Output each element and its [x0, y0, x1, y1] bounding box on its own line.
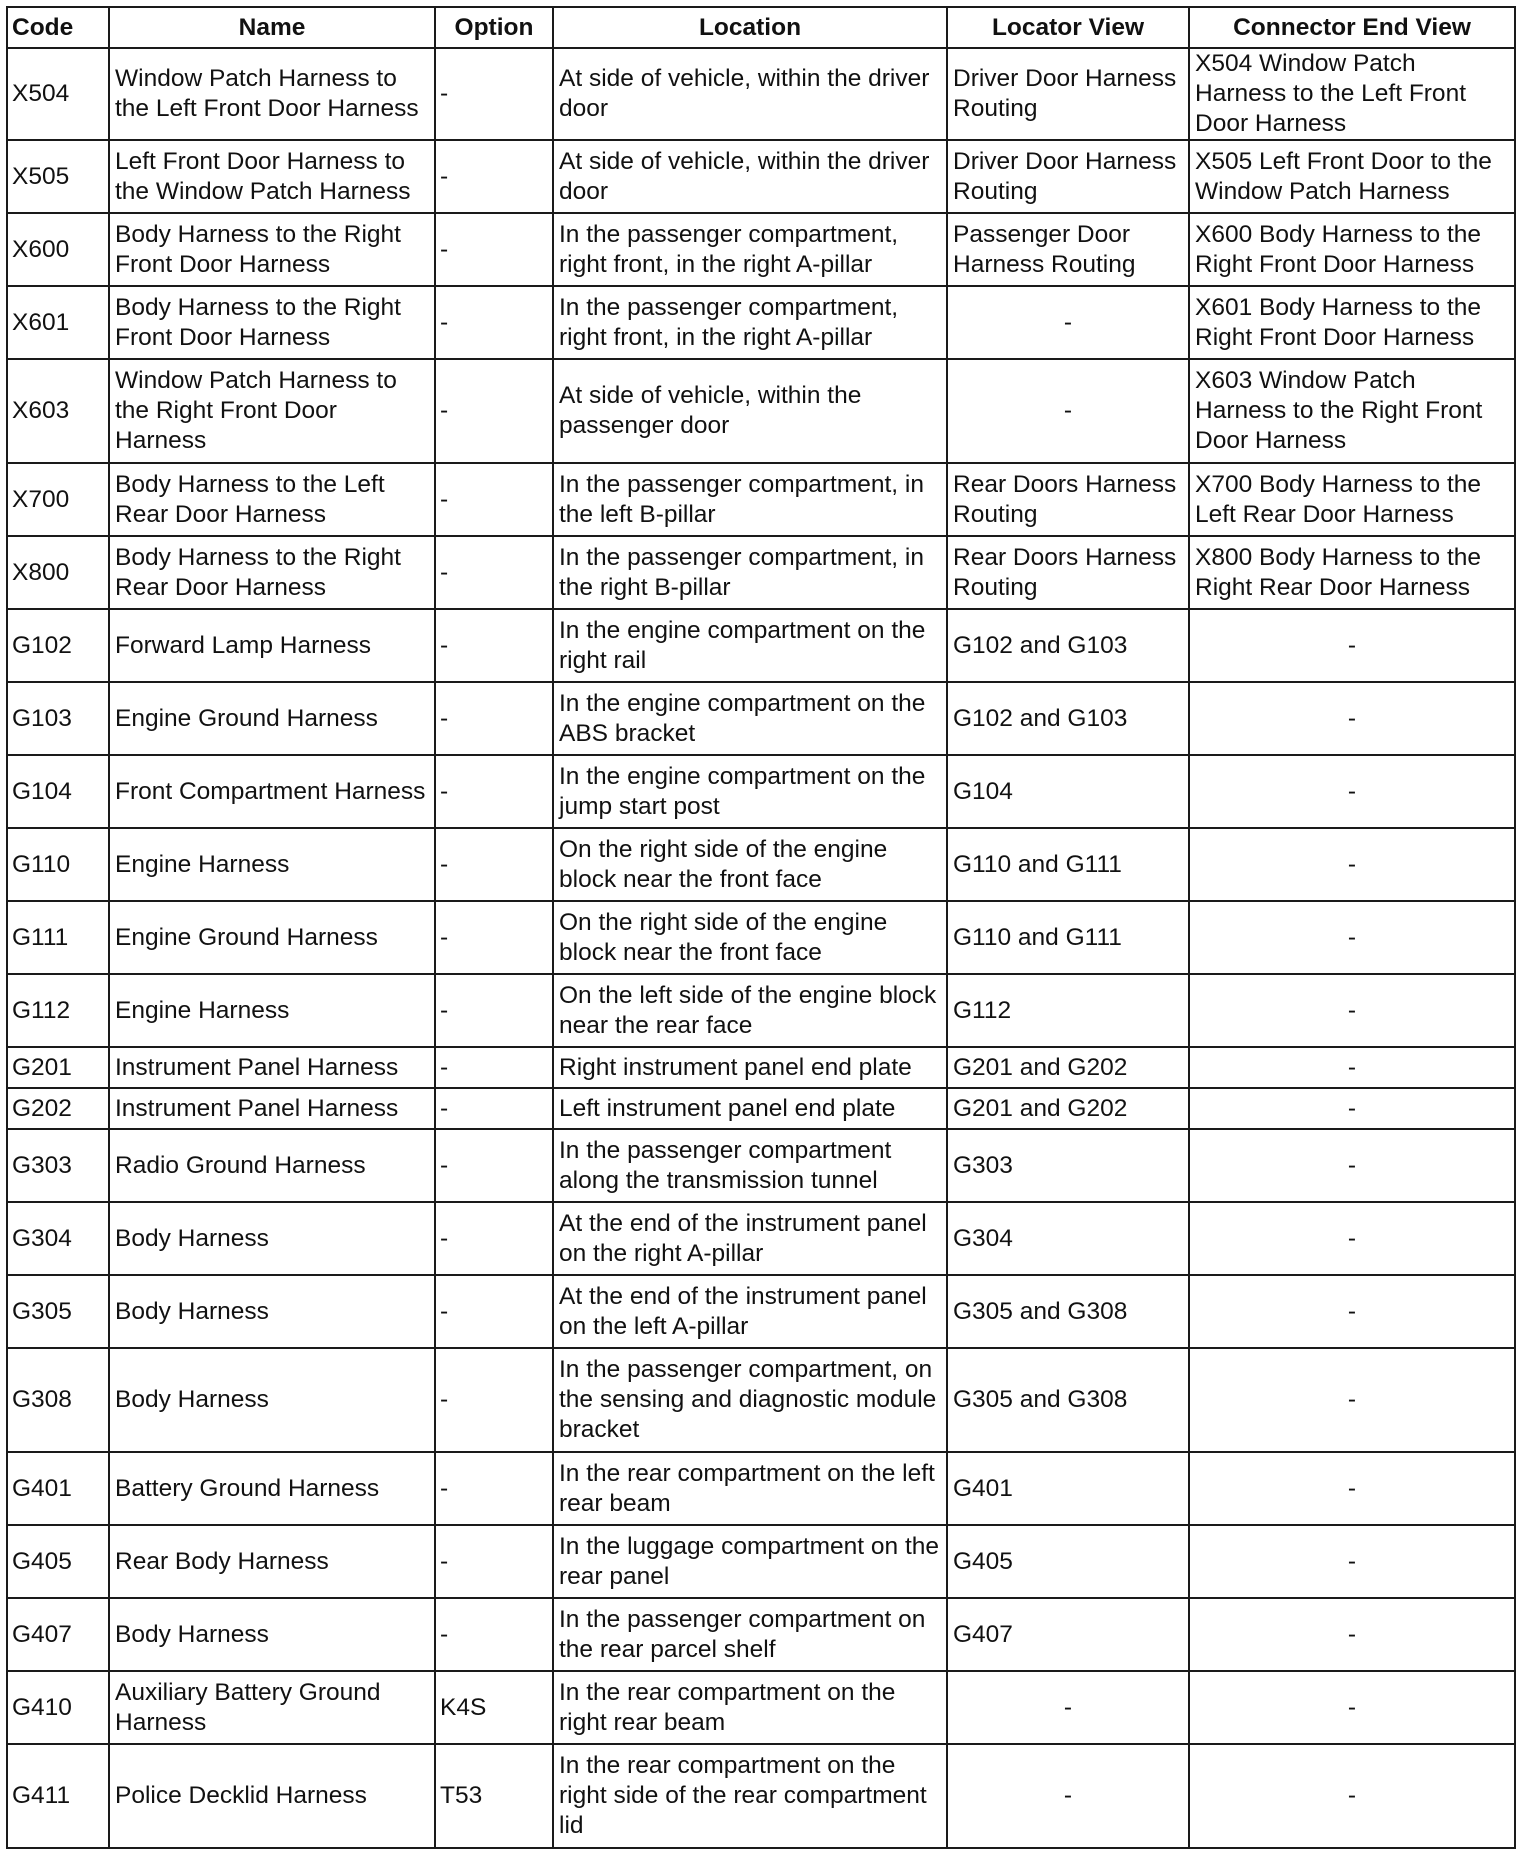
cell-option: - — [435, 1202, 553, 1275]
cell-connector-end-view: - — [1189, 682, 1515, 755]
table-row — [7, 1202, 1515, 1275]
cell-connector-end-view: - — [1189, 1088, 1515, 1129]
table-row — [7, 974, 1515, 1047]
cell-option: - — [435, 901, 553, 974]
cell-locator-view: G407 — [947, 1598, 1189, 1671]
cell-option: - — [435, 1598, 553, 1671]
cell-option: - — [435, 682, 553, 755]
table-row — [7, 1744, 1515, 1848]
cell-code: G410 — [7, 1671, 109, 1744]
cell-code: X800 — [7, 536, 109, 609]
cell-name: Body Harness to the Left Rear Door Harness — [109, 463, 435, 536]
table-row — [7, 213, 1515, 286]
cell-option: - — [435, 755, 553, 828]
cell-location: In the passenger compartment, in the left B-pillar — [553, 463, 947, 536]
cell-option: - — [435, 828, 553, 901]
table-row — [7, 1598, 1515, 1671]
cell-option: - — [435, 536, 553, 609]
cell-connector-end-view: - — [1189, 1671, 1515, 1744]
cell-locator-view: G405 — [947, 1525, 1189, 1598]
cell-name: Forward Lamp Harness — [109, 609, 435, 682]
table-row — [7, 1275, 1515, 1348]
cell-location: In the engine compartment on the jump start post — [553, 755, 947, 828]
cell-name: Instrument Panel Harness — [109, 1088, 435, 1129]
cell-name: Engine Harness — [109, 828, 435, 901]
cell-name: Window Patch Harness to the Left Front Door Harness — [109, 48, 435, 140]
cell-code: G407 — [7, 1598, 109, 1671]
cell-code: G110 — [7, 828, 109, 901]
cell-code: G405 — [7, 1525, 109, 1598]
cell-name: Battery Ground Harness — [109, 1452, 435, 1525]
header-location: Location — [553, 7, 947, 48]
cell-connector-end-view: - — [1189, 1047, 1515, 1088]
cell-code: G112 — [7, 974, 109, 1047]
cell-name: Radio Ground Harness — [109, 1129, 435, 1202]
cell-code: G103 — [7, 682, 109, 755]
cell-locator-view: G102 and G103 — [947, 682, 1189, 755]
cell-location: At side of vehicle, within the passenger door — [553, 359, 947, 463]
cell-connector-end-view: - — [1189, 901, 1515, 974]
table-row — [7, 755, 1515, 828]
cell-code: G303 — [7, 1129, 109, 1202]
header-connector-end-view: Connector End View — [1189, 7, 1515, 48]
cell-location: On the right side of the engine block near the front face — [553, 828, 947, 901]
cell-connector-end-view: - — [1189, 974, 1515, 1047]
cell-name: Police Decklid Harness — [109, 1744, 435, 1848]
cell-location: On the left side of the engine block near the rear face — [553, 974, 947, 1047]
cell-locator-view: Passenger Door Harness Routing — [947, 213, 1189, 286]
cell-name: Engine Ground Harness — [109, 682, 435, 755]
cell-location: Left instrument panel end plate — [553, 1088, 947, 1129]
cell-locator-view: Rear Doors Harness Routing — [947, 463, 1189, 536]
cell-option: - — [435, 1452, 553, 1525]
cell-option: - — [435, 1348, 553, 1452]
cell-code: G111 — [7, 901, 109, 974]
cell-location: In the engine compartment on the right rail — [553, 609, 947, 682]
cell-option: - — [435, 359, 553, 463]
cell-connector-end-view: - — [1189, 1598, 1515, 1671]
table-row — [7, 286, 1515, 359]
cell-connector-end-view: X800 Body Harness to the Right Rear Door Harness — [1189, 536, 1515, 609]
table-row — [7, 536, 1515, 609]
header-code: Code — [7, 7, 109, 48]
cell-name: Window Patch Harness to the Right Front Door Harness — [109, 359, 435, 463]
cell-location: At the end of the instrument panel on the right A-pillar — [553, 1202, 947, 1275]
cell-locator-view: G201 and G202 — [947, 1047, 1189, 1088]
cell-name: Body Harness to the Right Rear Door Harness — [109, 536, 435, 609]
cell-name: Engine Ground Harness — [109, 901, 435, 974]
cell-locator-view: G104 — [947, 755, 1189, 828]
cell-code: X504 — [7, 48, 109, 140]
table-row — [7, 1452, 1515, 1525]
cell-connector-end-view: - — [1189, 755, 1515, 828]
connector-ground-table — [6, 6, 1516, 1849]
cell-connector-end-view: - — [1189, 1525, 1515, 1598]
cell-location: Right instrument panel end plate — [553, 1047, 947, 1088]
cell-code: X601 — [7, 286, 109, 359]
cell-option: - — [435, 1525, 553, 1598]
header-locator-view: Locator View — [947, 7, 1189, 48]
cell-name: Body Harness to the Right Front Door Harness — [109, 286, 435, 359]
table-row — [7, 463, 1515, 536]
cell-option: - — [435, 1129, 553, 1202]
cell-locator-view: - — [947, 359, 1189, 463]
cell-name: Body Harness — [109, 1348, 435, 1452]
cell-locator-view: G201 and G202 — [947, 1088, 1189, 1129]
cell-connector-end-view: - — [1189, 1202, 1515, 1275]
cell-code: G304 — [7, 1202, 109, 1275]
cell-code: X700 — [7, 463, 109, 536]
cell-name: Left Front Door Harness to the Window Patch Harness — [109, 140, 435, 213]
cell-connector-end-view: - — [1189, 828, 1515, 901]
cell-option: T53 — [435, 1744, 553, 1848]
cell-option: - — [435, 1047, 553, 1088]
cell-connector-end-view: - — [1189, 609, 1515, 682]
table-row — [7, 901, 1515, 974]
cell-code: G104 — [7, 755, 109, 828]
cell-locator-view: G112 — [947, 974, 1189, 1047]
cell-option: - — [435, 463, 553, 536]
cell-connector-end-view: X504 Window Patch Harness to the Left Front Door Harness — [1189, 48, 1515, 140]
cell-location: At the end of the instrument panel on the left A-pillar — [553, 1275, 947, 1348]
cell-code: G401 — [7, 1452, 109, 1525]
cell-connector-end-view: X601 Body Harness to the Right Front Door Harness — [1189, 286, 1515, 359]
cell-option: - — [435, 140, 553, 213]
cell-name: Engine Harness — [109, 974, 435, 1047]
table-row — [7, 140, 1515, 213]
cell-code: G201 — [7, 1047, 109, 1088]
cell-code: X603 — [7, 359, 109, 463]
table-row — [7, 1525, 1515, 1598]
table-row — [7, 1348, 1515, 1452]
table-row — [7, 48, 1515, 140]
cell-location: In the passenger compartment, right front, in the right A-pillar — [553, 213, 947, 286]
table-row — [7, 828, 1515, 901]
cell-locator-view: G110 and G111 — [947, 901, 1189, 974]
table-row — [7, 359, 1515, 463]
cell-location: In the rear compartment on the right rear beam — [553, 1671, 947, 1744]
header-row — [7, 7, 1515, 48]
cell-location: On the right side of the engine block near the front face — [553, 901, 947, 974]
cell-code: G305 — [7, 1275, 109, 1348]
table-row — [7, 1671, 1515, 1744]
cell-location: In the passenger compartment along the transmission tunnel — [553, 1129, 947, 1202]
cell-name: Body Harness — [109, 1202, 435, 1275]
cell-locator-view: - — [947, 286, 1189, 359]
cell-location: In the luggage compartment on the rear panel — [553, 1525, 947, 1598]
cell-location: In the engine compartment on the ABS bracket — [553, 682, 947, 755]
cell-location: In the rear compartment on the right side of the rear compartment lid — [553, 1744, 947, 1848]
cell-option: - — [435, 48, 553, 140]
cell-locator-view: G110 and G111 — [947, 828, 1189, 901]
cell-option: K4S — [435, 1671, 553, 1744]
cell-name: Rear Body Harness — [109, 1525, 435, 1598]
table-row — [7, 1129, 1515, 1202]
cell-locator-view: G304 — [947, 1202, 1189, 1275]
cell-code: G102 — [7, 609, 109, 682]
cell-name: Body Harness — [109, 1275, 435, 1348]
table-row — [7, 1088, 1515, 1129]
table-row — [7, 682, 1515, 755]
cell-code: G411 — [7, 1744, 109, 1848]
cell-location: At side of vehicle, within the driver door — [553, 140, 947, 213]
cell-code: X600 — [7, 213, 109, 286]
cell-option: - — [435, 609, 553, 682]
cell-name: Auxiliary Battery Ground Harness — [109, 1671, 435, 1744]
cell-locator-view: - — [947, 1671, 1189, 1744]
cell-location: In the rear compartment on the left rear beam — [553, 1452, 947, 1525]
cell-connector-end-view: - — [1189, 1348, 1515, 1452]
cell-option: - — [435, 1088, 553, 1129]
cell-connector-end-view: - — [1189, 1744, 1515, 1848]
header-option: Option — [435, 7, 553, 48]
cell-location: At side of vehicle, within the driver door — [553, 48, 947, 140]
cell-locator-view: G303 — [947, 1129, 1189, 1202]
cell-name: Body Harness — [109, 1598, 435, 1671]
cell-location: In the passenger compartment, in the right B-pillar — [553, 536, 947, 609]
cell-locator-view: G102 and G103 — [947, 609, 1189, 682]
cell-locator-view: G305 and G308 — [947, 1348, 1189, 1452]
table-row — [7, 1047, 1515, 1088]
cell-connector-end-view: X700 Body Harness to the Left Rear Door Harness — [1189, 463, 1515, 536]
cell-option: - — [435, 974, 553, 1047]
cell-connector-end-view: X505 Left Front Door to the Window Patch Harness — [1189, 140, 1515, 213]
cell-code: X505 — [7, 140, 109, 213]
cell-name: Instrument Panel Harness — [109, 1047, 435, 1088]
cell-location: In the passenger compartment, right front, in the right A-pillar — [553, 286, 947, 359]
cell-name: Body Harness to the Right Front Door Harness — [109, 213, 435, 286]
cell-location: In the passenger compartment on the rear parcel shelf — [553, 1598, 947, 1671]
cell-locator-view: Driver Door Harness Routing — [947, 140, 1189, 213]
table-row — [7, 609, 1515, 682]
cell-locator-view: Driver Door Harness Routing — [947, 48, 1189, 140]
cell-locator-view: G305 and G308 — [947, 1275, 1189, 1348]
cell-option: - — [435, 213, 553, 286]
cell-location: In the passenger compartment, on the sensing and diagnostic module bracket — [553, 1348, 947, 1452]
cell-connector-end-view: X600 Body Harness to the Right Front Door Harness — [1189, 213, 1515, 286]
cell-option: - — [435, 1275, 553, 1348]
cell-locator-view: - — [947, 1744, 1189, 1848]
cell-locator-view: Rear Doors Harness Routing — [947, 536, 1189, 609]
cell-code: G308 — [7, 1348, 109, 1452]
cell-name: Front Compartment Harness — [109, 755, 435, 828]
cell-locator-view: G401 — [947, 1452, 1189, 1525]
header-name: Name — [109, 7, 435, 48]
cell-connector-end-view: - — [1189, 1452, 1515, 1525]
cell-code: G202 — [7, 1088, 109, 1129]
cell-option: - — [435, 286, 553, 359]
cell-connector-end-view: - — [1189, 1129, 1515, 1202]
cell-connector-end-view: X603 Window Patch Harness to the Right Front Door Harness — [1189, 359, 1515, 463]
cell-connector-end-view: - — [1189, 1275, 1515, 1348]
